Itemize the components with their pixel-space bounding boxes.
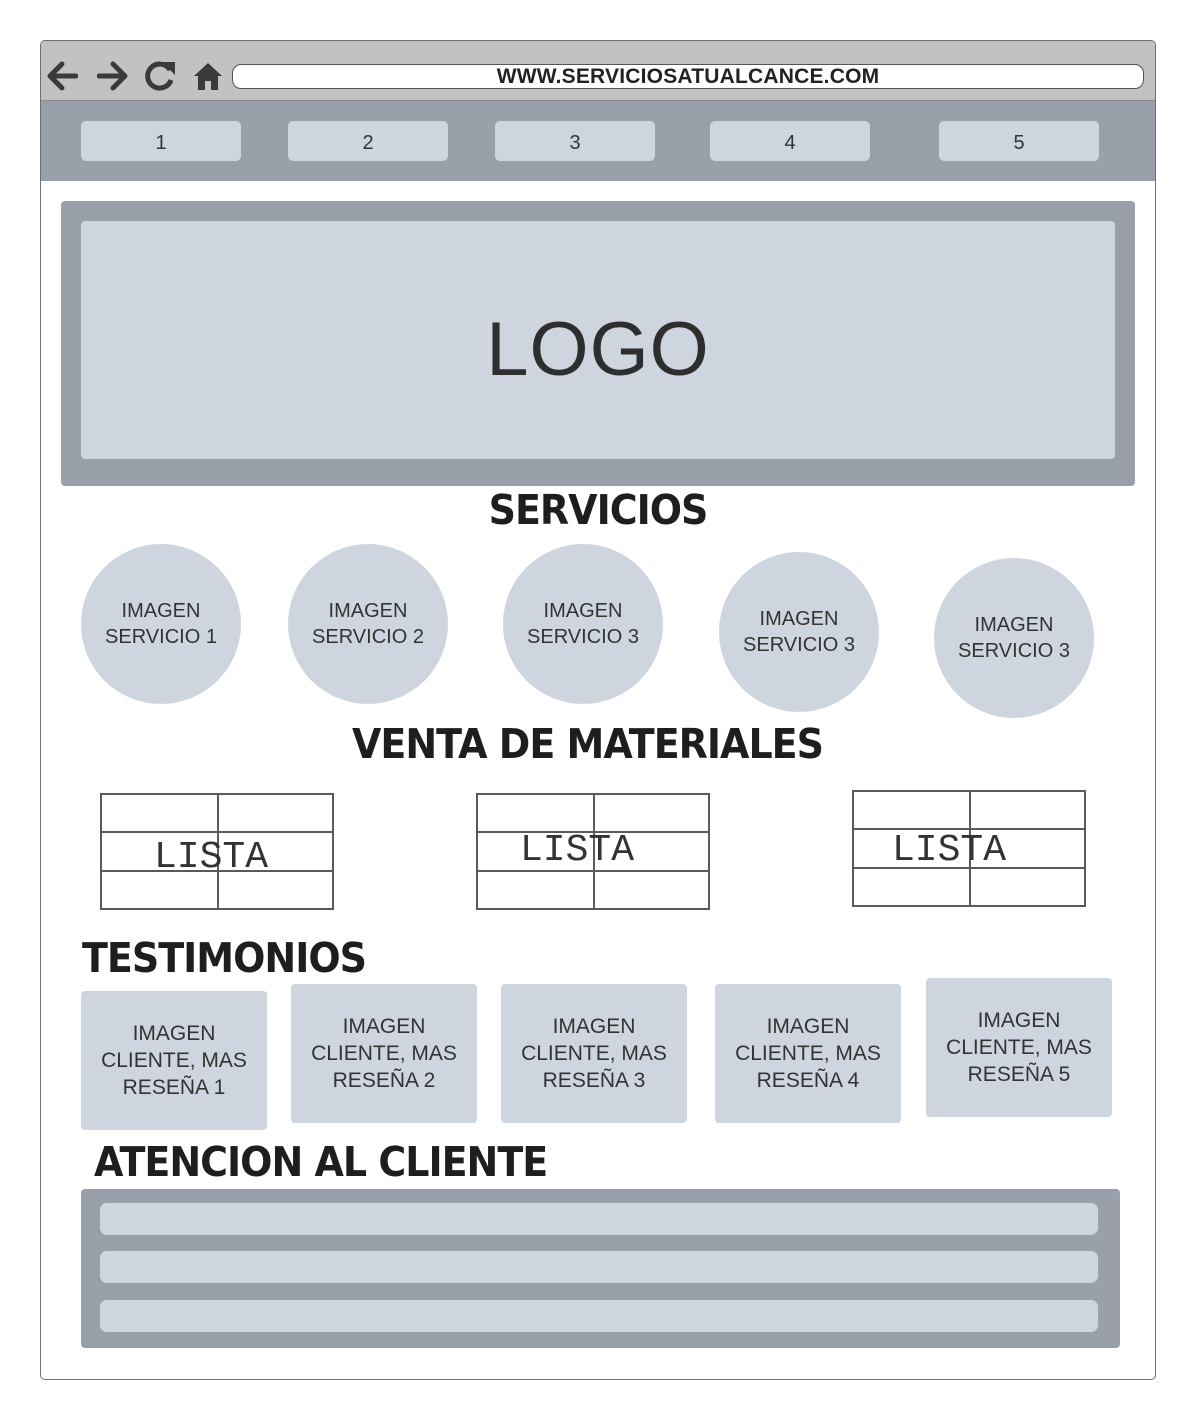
- contact-field-1[interactable]: [100, 1203, 1098, 1235]
- service-image-2[interactable]: [288, 544, 448, 704]
- service-label: IMAGEN: [759, 608, 839, 630]
- home-icon[interactable]: [191, 58, 225, 94]
- testimonial-text: RESEÑA 4: [756, 1069, 860, 1092]
- atencion-heading: ATENCION AL CLIENTE: [94, 1138, 548, 1186]
- service-image-5[interactable]: [934, 558, 1094, 718]
- service-image-1[interactable]: [81, 544, 241, 704]
- testimonial-text: CLIENTE, MAS: [101, 1049, 247, 1072]
- nav-tab-2[interactable]: 2: [288, 121, 448, 161]
- service-label: SERVICIO 1: [105, 626, 217, 648]
- testimonial-text: CLIENTE, MAS: [311, 1042, 457, 1065]
- testimonial-text: RESEÑA 3: [542, 1069, 646, 1092]
- service-label: IMAGEN: [974, 614, 1054, 636]
- service-label: IMAGEN: [328, 600, 408, 622]
- testimonial-card-3[interactable]: [501, 984, 687, 1123]
- service-label: SERVICIO 2: [312, 626, 424, 648]
- materials-list-2[interactable]: [476, 793, 710, 910]
- materials-list-3[interactable]: [852, 790, 1086, 907]
- testimonial-text: RESEÑA 1: [122, 1076, 226, 1099]
- list-label: LISTA: [154, 836, 269, 879]
- testimonial-card-2[interactable]: [291, 984, 477, 1123]
- service-image-3[interactable]: [503, 544, 663, 704]
- nav-tab-4[interactable]: 4: [710, 121, 870, 161]
- url-bar[interactable]: WWW.SERVICIOSATUALCANCE.COM: [232, 64, 1144, 89]
- service-label: SERVICIO 3: [958, 640, 1070, 662]
- testimonial-text: IMAGEN: [552, 1015, 636, 1038]
- testimonial-card-5[interactable]: [926, 978, 1112, 1117]
- service-label: SERVICIO 3: [743, 634, 855, 656]
- service-label: IMAGEN: [543, 600, 623, 622]
- contact-field-3[interactable]: [100, 1300, 1098, 1332]
- nav-tab-1[interactable]: 1: [81, 121, 241, 161]
- logo-text: LOGO: [486, 306, 710, 392]
- testimonial-text: CLIENTE, MAS: [521, 1042, 667, 1065]
- testimonial-card-4[interactable]: [715, 984, 901, 1123]
- testimonial-text: IMAGEN: [132, 1022, 216, 1045]
- testimonial-card-1[interactable]: [81, 991, 267, 1130]
- service-image-4[interactable]: [719, 552, 879, 712]
- testimonial-text: RESEÑA 5: [967, 1063, 1071, 1086]
- materiales-heading: VENTA DE MATERIALES: [352, 720, 824, 768]
- testimonial-text: IMAGEN: [977, 1009, 1061, 1032]
- service-label: IMAGEN: [121, 600, 201, 622]
- testimonial-text: IMAGEN: [766, 1015, 850, 1038]
- forward-arrow-icon[interactable]: [96, 58, 130, 94]
- testimonios-heading: TESTIMONIOS: [82, 934, 367, 982]
- logo-placeholder[interactable]: [81, 221, 1115, 459]
- testimonial-text: IMAGEN: [342, 1015, 426, 1038]
- list-label: LISTA: [520, 829, 635, 872]
- nav-tab-3[interactable]: 3: [495, 121, 655, 161]
- contact-field-2[interactable]: [100, 1251, 1098, 1283]
- testimonial-text: CLIENTE, MAS: [946, 1036, 1092, 1059]
- testimonial-text: CLIENTE, MAS: [735, 1042, 881, 1065]
- service-label: SERVICIO 3: [527, 626, 639, 648]
- back-arrow-icon[interactable]: [45, 58, 79, 94]
- list-label: LISTA: [892, 829, 1007, 872]
- nav-tab-5[interactable]: 5: [939, 121, 1099, 161]
- materials-list-1[interactable]: [100, 793, 334, 910]
- reload-icon[interactable]: [143, 58, 177, 94]
- testimonial-text: RESEÑA 2: [332, 1069, 436, 1092]
- servicios-heading: SERVICIOS: [488, 486, 708, 534]
